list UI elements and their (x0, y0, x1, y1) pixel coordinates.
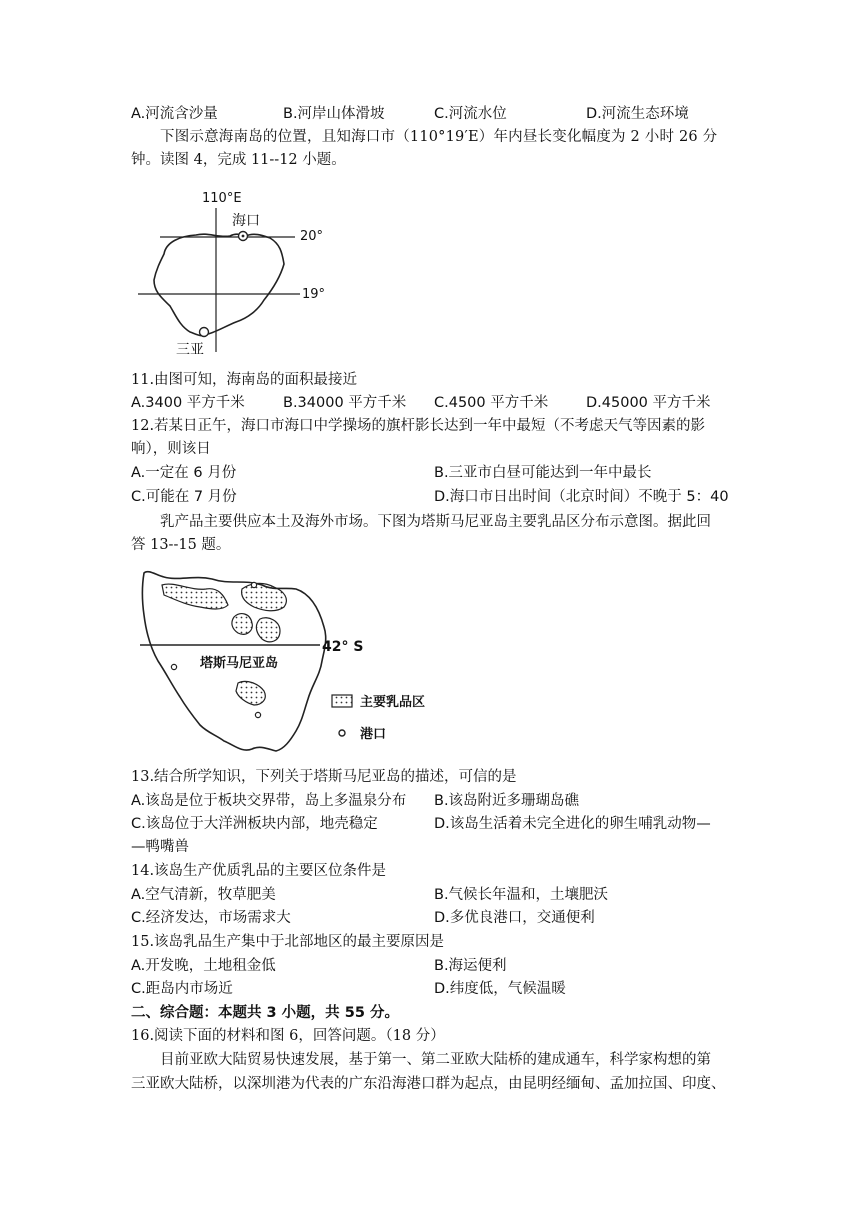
q13-option-c: C.该岛位于大洋洲板块内部，地壳稳定 (131, 816, 378, 832)
q12-option-b: B.三亚市白昼可能达到一年中最长 (434, 465, 652, 481)
q10-option-b: B.河岸山体滑坡 (283, 106, 385, 122)
q10-option-c: C.河流水位 (434, 106, 507, 122)
tasmania-lat-label: 42° S (322, 639, 364, 655)
q12-option-c: C.可能在 7 月份 (131, 489, 237, 505)
port-marker-west (171, 664, 176, 669)
q16-material-line1: 目前亚欧大陆贸易快速发展，基于第一、第二亚欧大陆桥的建成通车，科学家构想的第 (160, 1052, 711, 1068)
q15-option-c: C.距岛内市场近 (131, 981, 233, 997)
q12-stem-line1: 12.若某日正午，海口市海口中学操场的旗杆影长达到一年中最短（不考虑天气等因素的影 (131, 418, 706, 434)
q11-stem: 11.由图可知，海南岛的面积最接近 (131, 372, 358, 388)
dairy-area-ne (256, 618, 280, 642)
q11-option-a: A.3400 平方千米 (131, 395, 245, 411)
legend-dairy-label: 主要乳品区 (360, 695, 426, 710)
q14-option-d: D.多优良港口，交通便利 (434, 910, 595, 926)
q14-option-a: A.空气清新，牧草肥美 (131, 887, 276, 903)
q11-option-b: B.34000 平方千米 (283, 395, 407, 411)
q14-stem: 14.该岛生产优质乳品的主要区位条件是 (131, 863, 387, 879)
q11-option-c: C.4500 平方千米 (434, 395, 549, 411)
tasmania-map (134, 565, 444, 761)
sanya-label: 三亚 (176, 342, 204, 358)
dairy-area-se (236, 681, 265, 705)
legend-dairy-swatch (332, 695, 352, 707)
port-marker-north (251, 582, 256, 587)
hainan-intro-line2: 钟。读图 4，完成 11--12 小题。 (131, 152, 346, 168)
q10-option-a: A.河流含沙量 (131, 106, 218, 122)
q13-stem: 13.结合所学知识，下列关于塔斯马尼亚岛的描述，可信的是 (131, 769, 517, 785)
q12-option-a: A.一定在 6 月份 (131, 465, 237, 481)
hainan-island-outline (154, 234, 284, 336)
hainan-lat-upper: 20° (300, 229, 324, 244)
q15-stem: 15.该岛乳品生产集中于北部地区的最主要原因是 (131, 934, 445, 950)
hainan-lon-label: 110°E (202, 191, 242, 206)
q14-option-b: B.气候长年温和，土壤肥沃 (434, 887, 609, 903)
tasmania-intro-line2: 答 13--15 题。 (131, 537, 231, 553)
q16-stem: 16.阅读下面的材料和图 6，回答问题。（18 分） (131, 1028, 445, 1044)
q16-material-line2: 三亚欧大陆桥，以深圳港为代表的广东沿海港口群为起点，由昆明经缅甸、孟加拉国、印度、 (131, 1076, 726, 1092)
dairy-area-central (232, 614, 252, 635)
tasmania-intro-line1: 乳产品主要供应本土及海外市场。下图为塔斯马尼亚岛主要乳品区分布示意图。据此回 (160, 514, 711, 530)
legend-port-label: 港口 (360, 727, 387, 742)
q13-option-a: A.该岛是位于板块交界带，岛上多温泉分布 (131, 793, 407, 809)
dairy-area-north (242, 583, 287, 610)
section2-heading: 二、综合题：本题共 3 小题，共 55 分。 (131, 1005, 399, 1021)
q15-option-b: B.海运便利 (434, 958, 507, 974)
q15-option-d: D.纬度低，气候温暖 (434, 981, 566, 997)
q10-option-d: D.河流生态环境 (586, 106, 689, 122)
q13-option-b: B.该岛附近多珊瑚岛礁 (434, 793, 580, 809)
q12-option-d: D.海口市日出时间（北京时间）不晚于 5：40 (434, 489, 729, 505)
port-marker-south (255, 712, 260, 717)
hainan-map (130, 182, 350, 360)
dairy-area-nw (162, 584, 228, 609)
q13-option-d: D.该岛生活着未完全进化的卵生哺乳动物— (434, 816, 711, 832)
q15-option-a: A.开发晚，土地租金低 (131, 958, 276, 974)
q12-stem-line2: 响），则该日 (131, 441, 211, 457)
q14-option-c: C.经济发达，市场需求大 (131, 910, 291, 926)
hainan-lat-lower: 19° (302, 287, 326, 302)
legend-port-symbol (339, 730, 345, 736)
q11-option-d: D.45000 平方千米 (586, 395, 711, 411)
q13-option-d-cont: —鸭嘴兽 (131, 839, 189, 855)
sanya-marker (200, 328, 209, 337)
hainan-intro-line1: 下图示意海南岛的位置，且知海口市（110°19′E）年内昼长变化幅度为 2 小时 26 分 (160, 129, 718, 145)
tasmania-island-label: 塔斯马尼亚岛 (200, 656, 279, 671)
haikou-label: 海口 (232, 213, 260, 229)
